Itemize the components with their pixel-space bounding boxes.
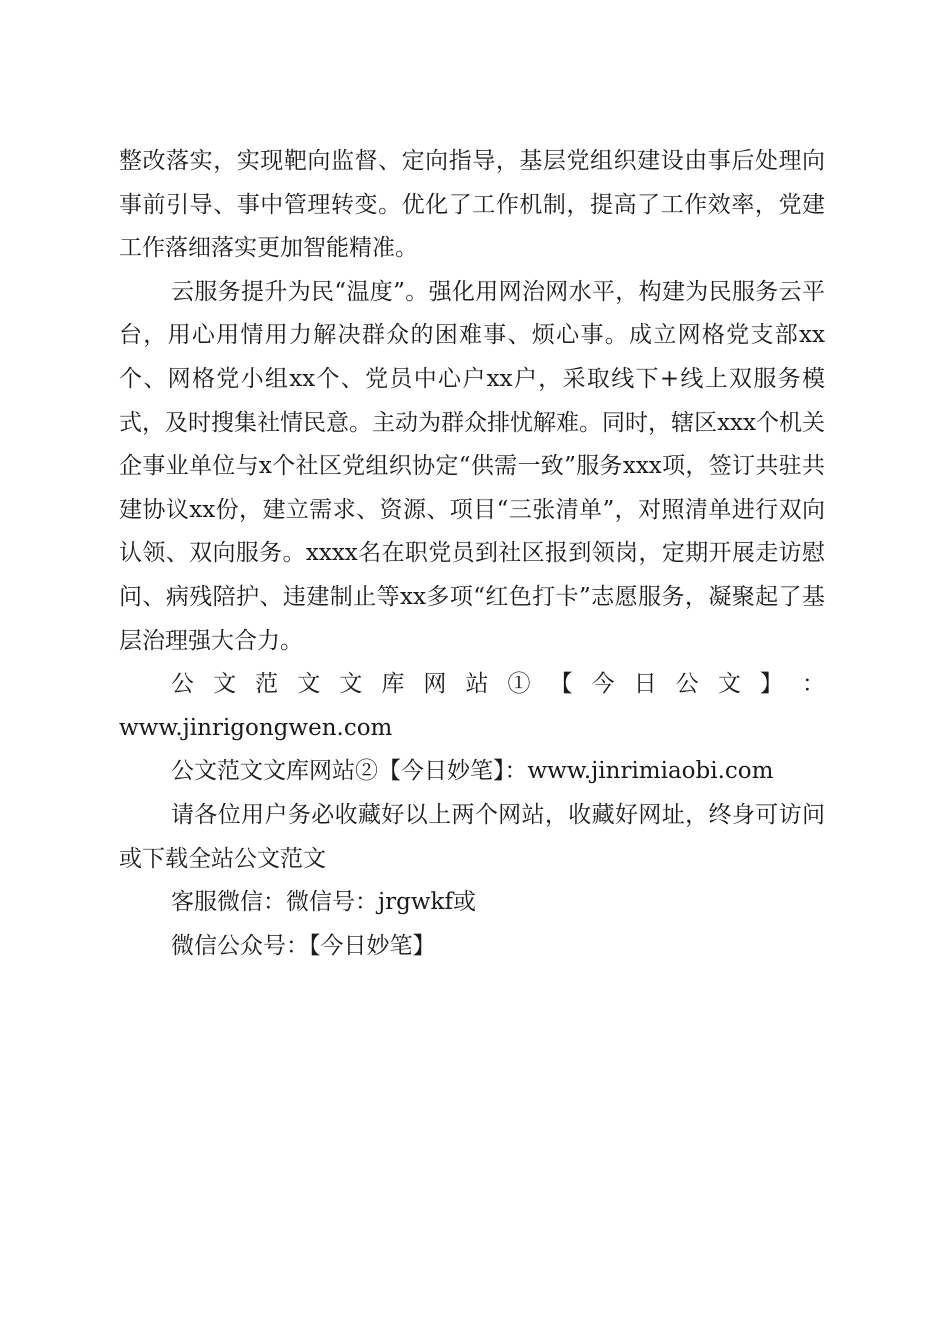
customer-service-wechat: 客服微信：微信号：jrgwkf或: [171, 889, 476, 916]
bookmark-notice: 请各位用户务必收藏好以上两个网站，收藏好网址，终身可访问或下载全站公文范文: [119, 801, 825, 872]
official-account: 微信公众号：【今日妙笔】: [171, 932, 436, 959]
document-page: [119, 140, 825, 968]
site1-url: www.jinrigongwen.com: [119, 714, 393, 741]
site1-label: 公 文 范 文 文 库 网 站 ① 【 今 日 公 文 】 ：: [171, 671, 825, 698]
body-paragraph-1: 整改落实，实现靶向监督、定向指导，基层党组织建设由事后处理向事前引导、事中管理转变。优化了工作机制，提高了工作效率，党建工作落细落实更加智能精准。: [119, 148, 825, 262]
site2-line: 公文范文文库网站②【今日妙笔】：www.jinrimiaobi.com: [171, 758, 774, 785]
body-paragraph-2: 云服务提升为民“温度”。强化用网治网水平，构建为民服务云平台，用心用情用力解决群众的困难事、烦心事。成立网格党支部xx个、网格党小组xx个、党员中心户xx户，采取线下+线上双服务模式，及时搜集社情民意。主动为群众排忧解难。同时，辖区xxx个机关企事业单位与x个社区党组织协定“供需一致”服务xxx项，签订共驻共建协议xx份，建立需求、资源、项目“三张清单”，对照清单进行双向认领、双向服务。xxxx名在职党员到社区报到领岗，定期开展走访慰问、病残陪护、违建制止等xx多项“红色打卡”志愿服务，凝聚起了基层治理强大合力。: [119, 278, 825, 654]
